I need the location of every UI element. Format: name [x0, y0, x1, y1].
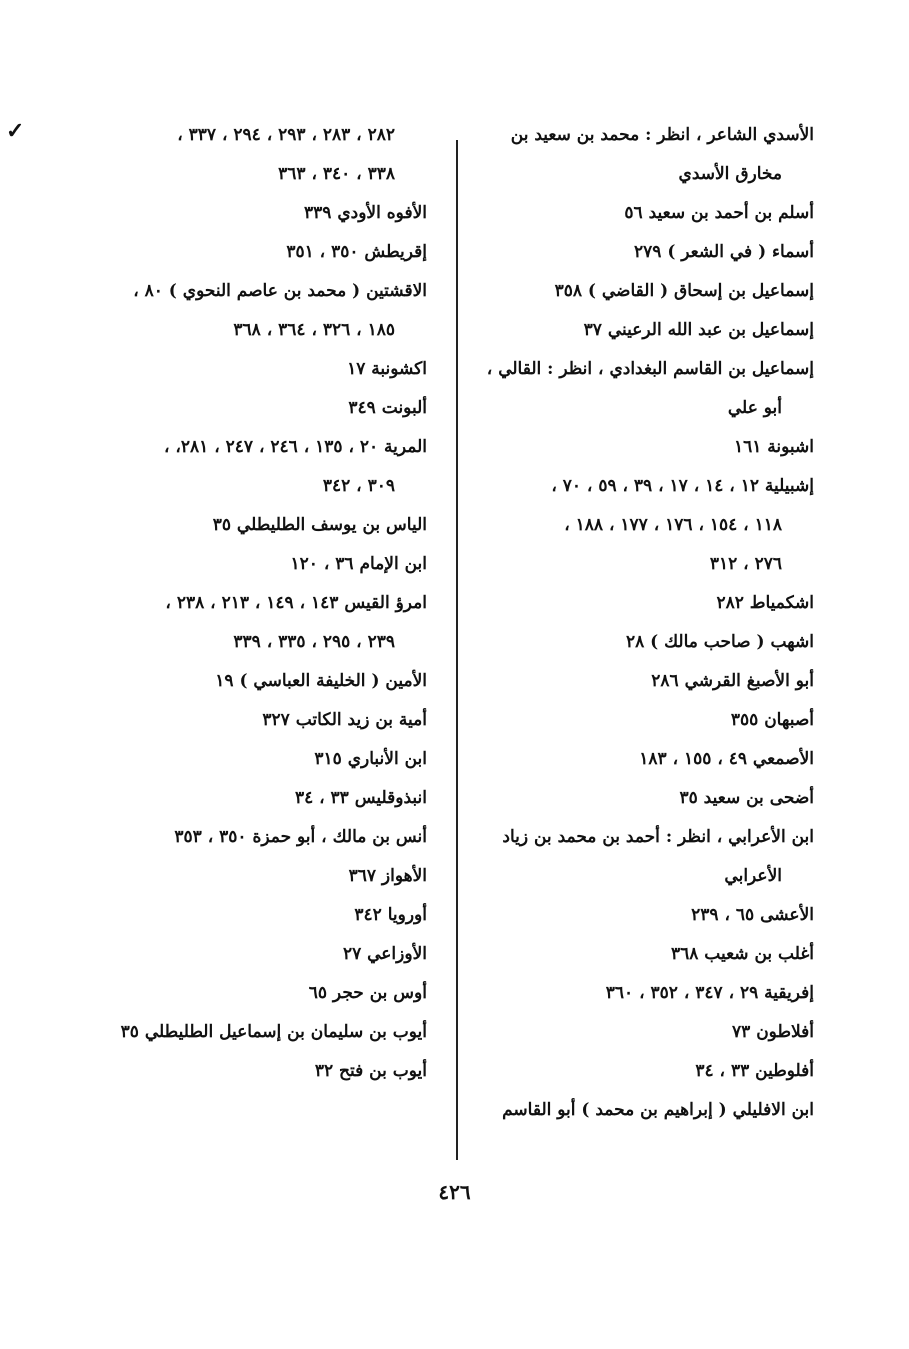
index-entry: ٢٧٦ ، ٣١٢	[709, 554, 782, 574]
index-entry: أيوب بن سليمان بن إسماعيل الطليطلي ٣٥	[120, 1022, 427, 1042]
index-entry: أصبهان ٣٥٥	[730, 710, 814, 730]
index-entry: إسماعيل بن إسحاق ( القاضي ) ٣٥٨	[554, 281, 814, 301]
index-entry: إقريطش ٣٥٠ ، ٣٥١	[286, 242, 427, 262]
index-entry: أيوب بن فتح ٣٢	[314, 1061, 427, 1081]
index-entry: ١٨٥ ، ٣٢٦ ، ٣٦٤ ، ٣٦٨	[233, 320, 395, 340]
index-entry: الأفوه الأودي ٣٣٩	[304, 203, 427, 223]
column-divider	[456, 140, 458, 1160]
index-entry: ٣٠٩ ، ٣٤٢	[322, 476, 395, 496]
index-entry: ابن الأنباري ٣١٥	[314, 749, 427, 769]
index-entry: الأمين ( الخليفة العباسي ) ١٩	[215, 671, 427, 691]
index-entry: الأصمعي ٤٩ ، ١٥٥ ، ١٨٣	[639, 749, 814, 769]
index-entry: الأعشى ٦٥ ، ٢٣٩	[691, 905, 814, 925]
page-number: ٤٢٦	[438, 1180, 471, 1204]
index-entry: أبو علي	[727, 398, 782, 418]
index-entry: الياس بن يوسف الطليطلي ٣٥	[212, 515, 427, 535]
index-entry: ابن الإمام ٣٦ ، ١٢٠	[290, 554, 427, 574]
index-entry: اشهب ( صاحب مالك ) ٢٨	[625, 632, 814, 652]
index-entry: أمية بن زيد الكاتب ٣٢٧	[262, 710, 427, 730]
index-entry: أوس بن حجر ٦٥	[308, 983, 427, 1003]
index-entry: أنس بن مالك ، أبو حمزة ٣٥٠ ، ٣٥٣	[174, 827, 427, 847]
index-entry: الأعرابي	[724, 866, 782, 886]
index-entry: انبذوقليس ٣٣ ، ٣٤	[294, 788, 427, 808]
index-entry: إشبيلية ١٢ ، ١٤ ، ١٧ ، ٣٩ ، ٥٩ ، ٧٠ ،	[551, 476, 814, 496]
index-column-left	[82, 116, 427, 1091]
index-entry: أبو الأصبغ القرشي ٢٨٦	[651, 671, 814, 691]
index-entry: أورويا ٣٤٢	[354, 905, 427, 925]
index-entry: ألبونت ٣٤٩	[348, 398, 427, 418]
index-entry: أغلب بن شعيب ٣٦٨	[670, 944, 814, 964]
index-entry: ٣٣٨ ، ٣٤٠ ، ٣٦٣	[278, 164, 395, 184]
index-entry: امرؤ القيس ١٤٣ ، ١٤٩ ، ٢١٣ ، ٢٣٨ ،	[165, 593, 427, 613]
index-entry: أفلوطين ٣٣ ، ٣٤	[695, 1061, 814, 1081]
index-entry: المرية ٢٠ ، ١٣٥ ، ٢٤٦ ، ٢٤٧ ، ٢٨١، ،	[164, 437, 427, 457]
index-entry: الأسدي الشاعر ، انظر : محمد بن سعيد بن	[510, 125, 814, 145]
index-entry: اشبونة ١٦١	[733, 437, 814, 457]
index-entry: إسماعيل بن عبد الله الرعيني ٣٧	[583, 320, 814, 340]
index-entry: إفريقية ٢٩ ، ٣٤٧ ، ٣٥٢ ، ٣٦٠	[605, 983, 814, 1003]
check-mark: ✓	[6, 118, 25, 144]
index-entry: اكشونبة ١٧	[347, 359, 427, 379]
index-entry: اشكمياط ٢٨٢	[716, 593, 814, 613]
index-entry: إسماعيل بن القاسم البغدادي ، انظر : القالي ،	[486, 359, 814, 379]
index-entry: ٢٣٩ ، ٢٩٥ ، ٣٣٥ ، ٣٣٩	[233, 632, 395, 652]
index-entry: أسلم بن أحمد بن سعيد ٥٦	[624, 203, 814, 223]
index-entry: ١١٨ ، ١٥٤ ، ١٧٦ ، ١٧٧ ، ١٨٨ ،	[564, 515, 782, 535]
index-entry: ابن الافليلي ( إبراهيم بن محمد ) أبو القاسم	[502, 1100, 814, 1120]
index-entry: الأوزاعي ٢٧	[342, 944, 427, 964]
index-entry: مخارق الأسدي	[678, 164, 782, 184]
index-entry: أضحى بن سعيد ٣٥	[679, 788, 814, 808]
index-column-right	[461, 116, 814, 1130]
index-entry: ابن الأعرابي ، انظر : أحمد بن محمد بن زياد	[502, 827, 814, 847]
index-entry: أسماء ( في الشعر ) ٢٧٩	[634, 242, 814, 262]
index-entry: ٢٨٢ ، ٢٨٣ ، ٢٩٣ ، ٢٩٤ ، ٣٣٧ ،	[177, 125, 395, 145]
index-entry: الأهواز ٣٦٧	[348, 866, 427, 886]
index-entry: الاقشتين ( محمد بن عاصم النحوي ) ٨٠ ،	[133, 281, 427, 301]
index-entry: أفلاطون ٧٣	[732, 1022, 814, 1042]
